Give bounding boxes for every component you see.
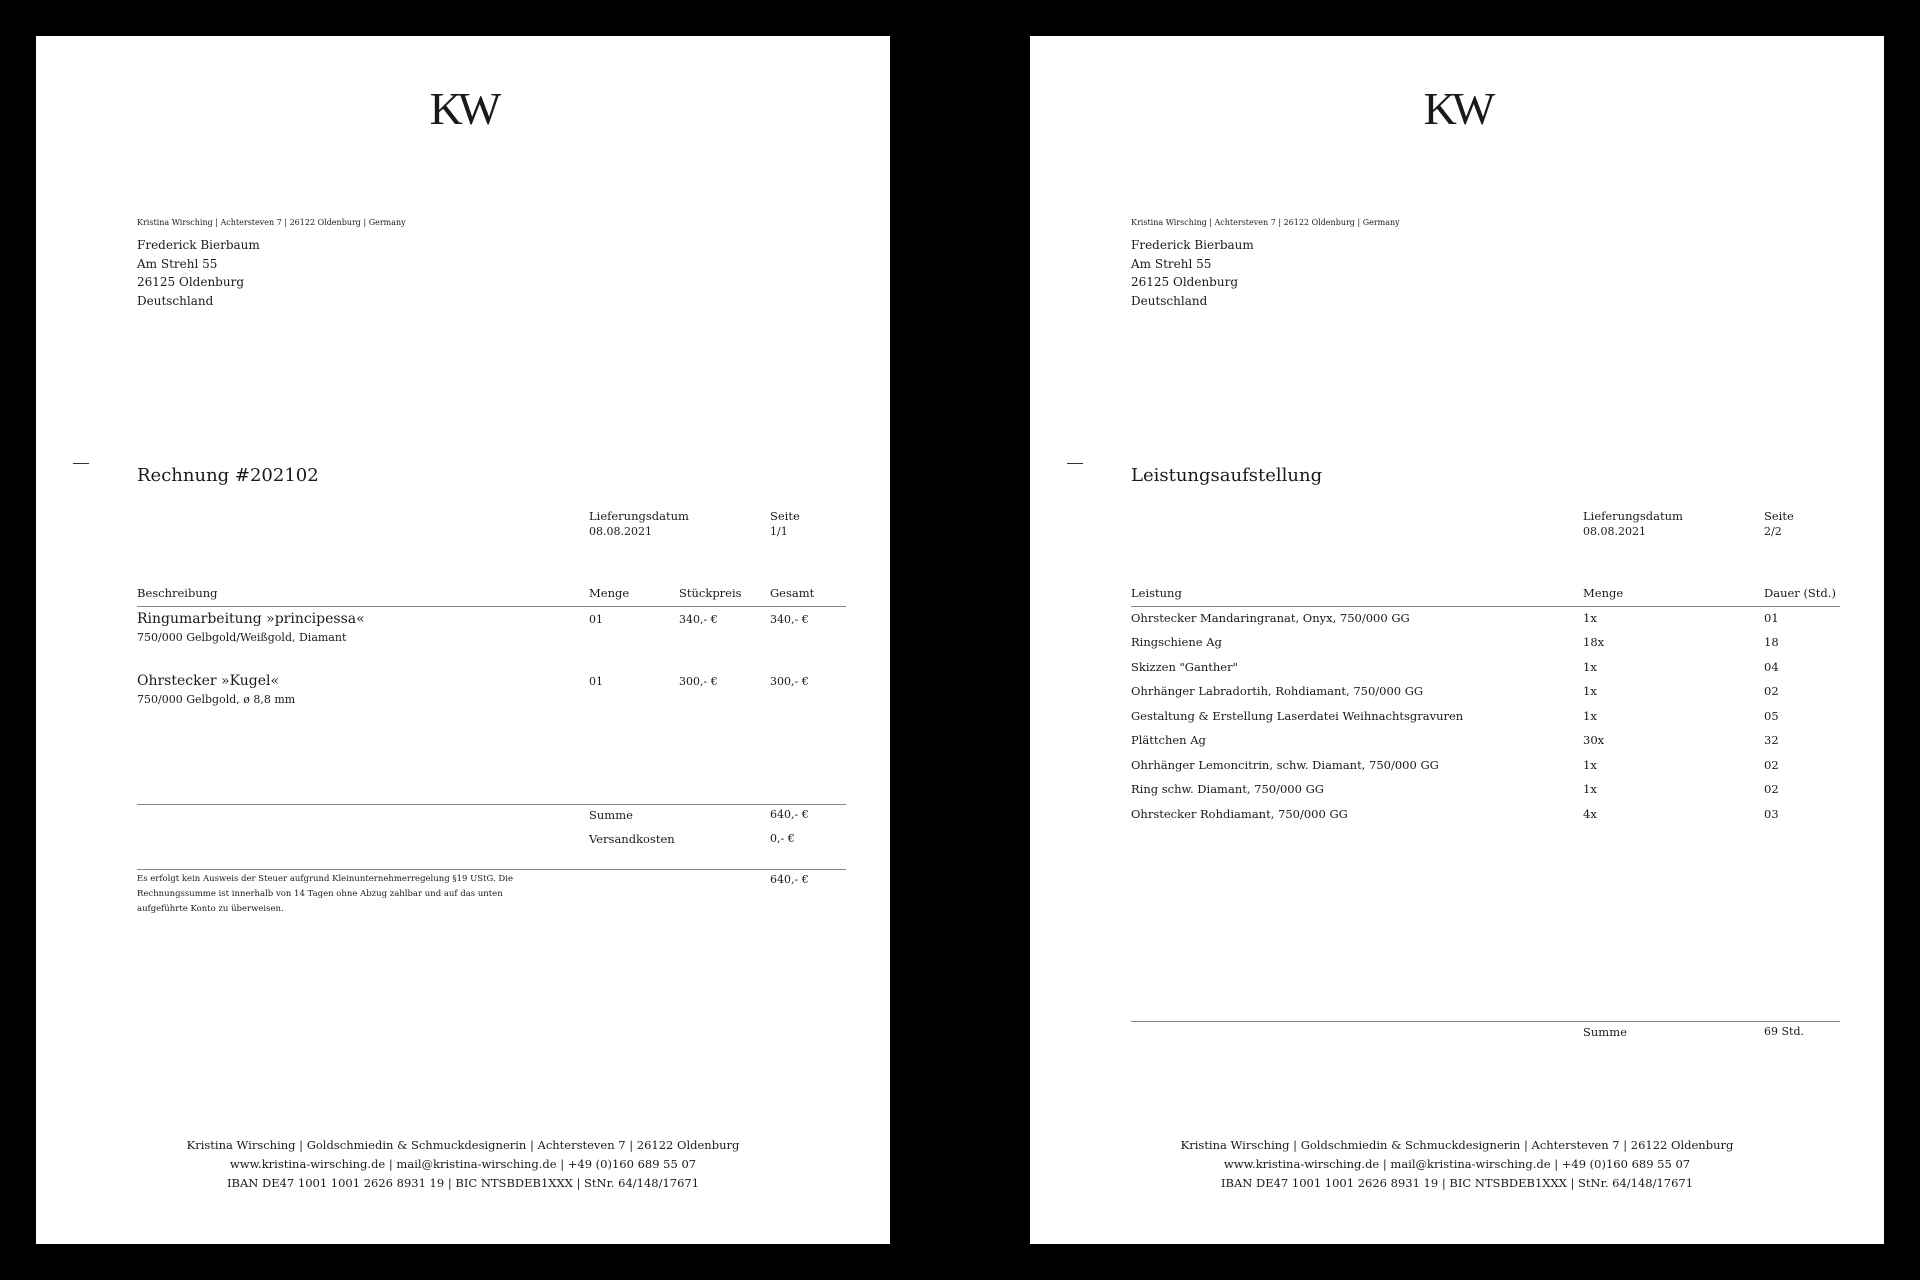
service-name: Ohrstecker Mandaringranat, Onyx, 750/000 GG xyxy=(1131,611,1410,625)
sender-line: Kristina Wirsching | Achtersteven 7 | 26122 Oldenburg | Germany xyxy=(1131,218,1400,227)
recipient-name: Frederick Bierbaum xyxy=(137,238,260,252)
service-quantity: 1x xyxy=(1583,758,1597,772)
service-quantity: 4x xyxy=(1583,807,1597,821)
service-name: Ohrhänger Lemoncitrin, schw. Diamant, 750/000 GG xyxy=(1131,758,1439,772)
service-quantity: 1x xyxy=(1583,684,1597,698)
item-total: 300,- € xyxy=(770,675,809,688)
service-hours: 18 xyxy=(1764,635,1779,649)
footer-line: Kristina Wirsching | Goldschmiedin & Schmuckdesignerin | Achtersteven 7 | 26122 Oldenburg xyxy=(1180,1138,1734,1152)
services-title: Leistungsaufstellung xyxy=(1131,465,1323,486)
recipient-city: 26125 Oldenburg xyxy=(1131,275,1239,289)
page-label: Seite xyxy=(1764,509,1794,523)
footer-line: www.kristina-wirsching.de | mail@kristina-wirsching.de | +49 (0)160 689 55 07 xyxy=(229,1157,697,1171)
services-page xyxy=(1030,36,1884,1244)
service-quantity: 1x xyxy=(1583,611,1597,625)
recipient-street: Am Strehl 55 xyxy=(1131,256,1212,271)
col-unit-price: Stückpreis xyxy=(679,586,742,600)
recipient-country: Deutschland xyxy=(1131,293,1208,308)
col-description: Beschreibung xyxy=(137,586,218,600)
service-quantity: 1x xyxy=(1583,660,1597,674)
service-quantity: 18x xyxy=(1583,635,1605,649)
service-quantity: 1x xyxy=(1583,782,1597,796)
invoice-title: Rechnung #202102 xyxy=(137,465,319,486)
fold-mark xyxy=(1067,463,1083,464)
recipient-address xyxy=(1131,236,1254,310)
item-subtitle: 750/000 Gelbgold/Weißgold, Diamant xyxy=(137,631,347,644)
recipient-city: 26125 Oldenburg xyxy=(137,275,245,289)
sum-label: Summe xyxy=(1583,1025,1627,1039)
recipient-address xyxy=(137,236,260,310)
sum-divider xyxy=(137,804,846,805)
service-hours: 05 xyxy=(1764,709,1779,723)
service-hours: 03 xyxy=(1764,807,1779,821)
sum-label: Summe xyxy=(589,808,633,822)
item-quantity: 01 xyxy=(589,613,603,626)
page-number: 1/1 xyxy=(770,525,788,538)
header-divider xyxy=(1131,606,1840,607)
footer-line: IBAN DE47 1001 1001 2626 8931 19 | BIC NTSBDEB1XXX | StNr. 64/148/17671 xyxy=(226,1176,700,1190)
invoice-page xyxy=(36,36,890,1244)
delivery-date-value: 08.08.2021 xyxy=(589,525,652,538)
col-total: Gesamt xyxy=(770,586,815,600)
service-name: Plättchen Ag xyxy=(1131,733,1206,747)
item-unit-price: 340,- € xyxy=(679,613,718,626)
footer-line: www.kristina-wirsching.de | mail@kristina-wirsching.de | +49 (0)160 689 55 07 xyxy=(1223,1157,1691,1171)
footer-line: IBAN DE47 1001 1001 2626 8931 19 | BIC NTSBDEB1XXX | StNr. 64/148/17671 xyxy=(1220,1176,1694,1190)
delivery-date-label: Lieferungsdatum xyxy=(1583,509,1683,523)
service-hours: 01 xyxy=(1764,611,1779,625)
item-unit-price: 300,- € xyxy=(679,675,718,688)
sum-divider xyxy=(1131,1021,1840,1022)
service-quantity: 1x xyxy=(1583,709,1597,723)
item-title: Ohrstecker »Kugel« xyxy=(137,673,280,689)
fold-mark xyxy=(73,463,89,464)
item-quantity: 01 xyxy=(589,675,603,688)
service-hours: 02 xyxy=(1764,684,1779,698)
service-name: Skizzen "Ganther" xyxy=(1131,660,1238,674)
footer xyxy=(36,1136,890,1193)
service-name: Gestaltung & Erstellung Laserdatei Weihnachtsgravuren xyxy=(1131,709,1464,723)
total-divider xyxy=(137,869,846,870)
service-hours: 04 xyxy=(1764,660,1779,674)
tax-payment-note: Es erfolgt kein Ausweis der Steuer aufgrund Kleinunternehmerregelung §19 UStG. Die Rechnungssumme ist innerhalb von 14 Tagen ohne Abzug zahlbar und auf das unten aufgeführte Konto zu überweisen. xyxy=(137,874,513,914)
recipient-name: Frederick Bierbaum xyxy=(1131,238,1254,252)
item-total: 340,- € xyxy=(770,613,809,626)
kw-logo: KW xyxy=(1423,83,1491,134)
header-divider xyxy=(137,606,846,607)
shipping-value: 0,- € xyxy=(770,832,795,845)
service-hours: 02 xyxy=(1764,782,1779,796)
footer xyxy=(1030,1136,1884,1193)
delivery-date-value: 08.08.2021 xyxy=(1583,525,1646,538)
service-name: Ohrstecker Rohdiamant, 750/000 GG xyxy=(1131,807,1348,821)
col-quantity: Menge xyxy=(1583,586,1624,600)
page-label: Seite xyxy=(770,509,800,523)
service-quantity: 30x xyxy=(1583,733,1605,747)
col-quantity: Menge xyxy=(589,586,630,600)
sum-value: 640,- € xyxy=(770,808,809,821)
shipping-label: Versandkosten xyxy=(589,832,675,846)
recipient-street: Am Strehl 55 xyxy=(137,256,218,271)
sender-line: Kristina Wirsching | Achtersteven 7 | 26122 Oldenburg | Germany xyxy=(137,218,406,227)
grand-total: 640,- € xyxy=(770,873,809,886)
col-service: Leistung xyxy=(1131,586,1182,600)
footer-line: Kristina Wirsching | Goldschmiedin & Schmuckdesignerin | Achtersteven 7 | 26122 Oldenburg xyxy=(186,1138,740,1152)
delivery-date-label: Lieferungsdatum xyxy=(589,509,689,523)
item-title: Ringumarbeitung »principessa« xyxy=(137,611,365,627)
service-name: Ring schw. Diamant, 750/000 GG xyxy=(1131,782,1324,796)
col-duration: Dauer (Std.) xyxy=(1764,586,1836,600)
service-hours: 32 xyxy=(1764,733,1779,747)
recipient-country: Deutschland xyxy=(137,293,214,308)
service-hours: 02 xyxy=(1764,758,1779,772)
service-name: Ringschiene Ag xyxy=(1131,635,1222,649)
page-number: 2/2 xyxy=(1764,525,1782,538)
sum-value: 69 Std. xyxy=(1764,1025,1804,1038)
kw-logo: KW xyxy=(429,83,497,134)
item-subtitle: 750/000 Gelbgold, ø 8,8 mm xyxy=(137,693,296,706)
service-name: Ohrhänger Labradortih, Rohdiamant, 750/000 GG xyxy=(1131,684,1424,698)
